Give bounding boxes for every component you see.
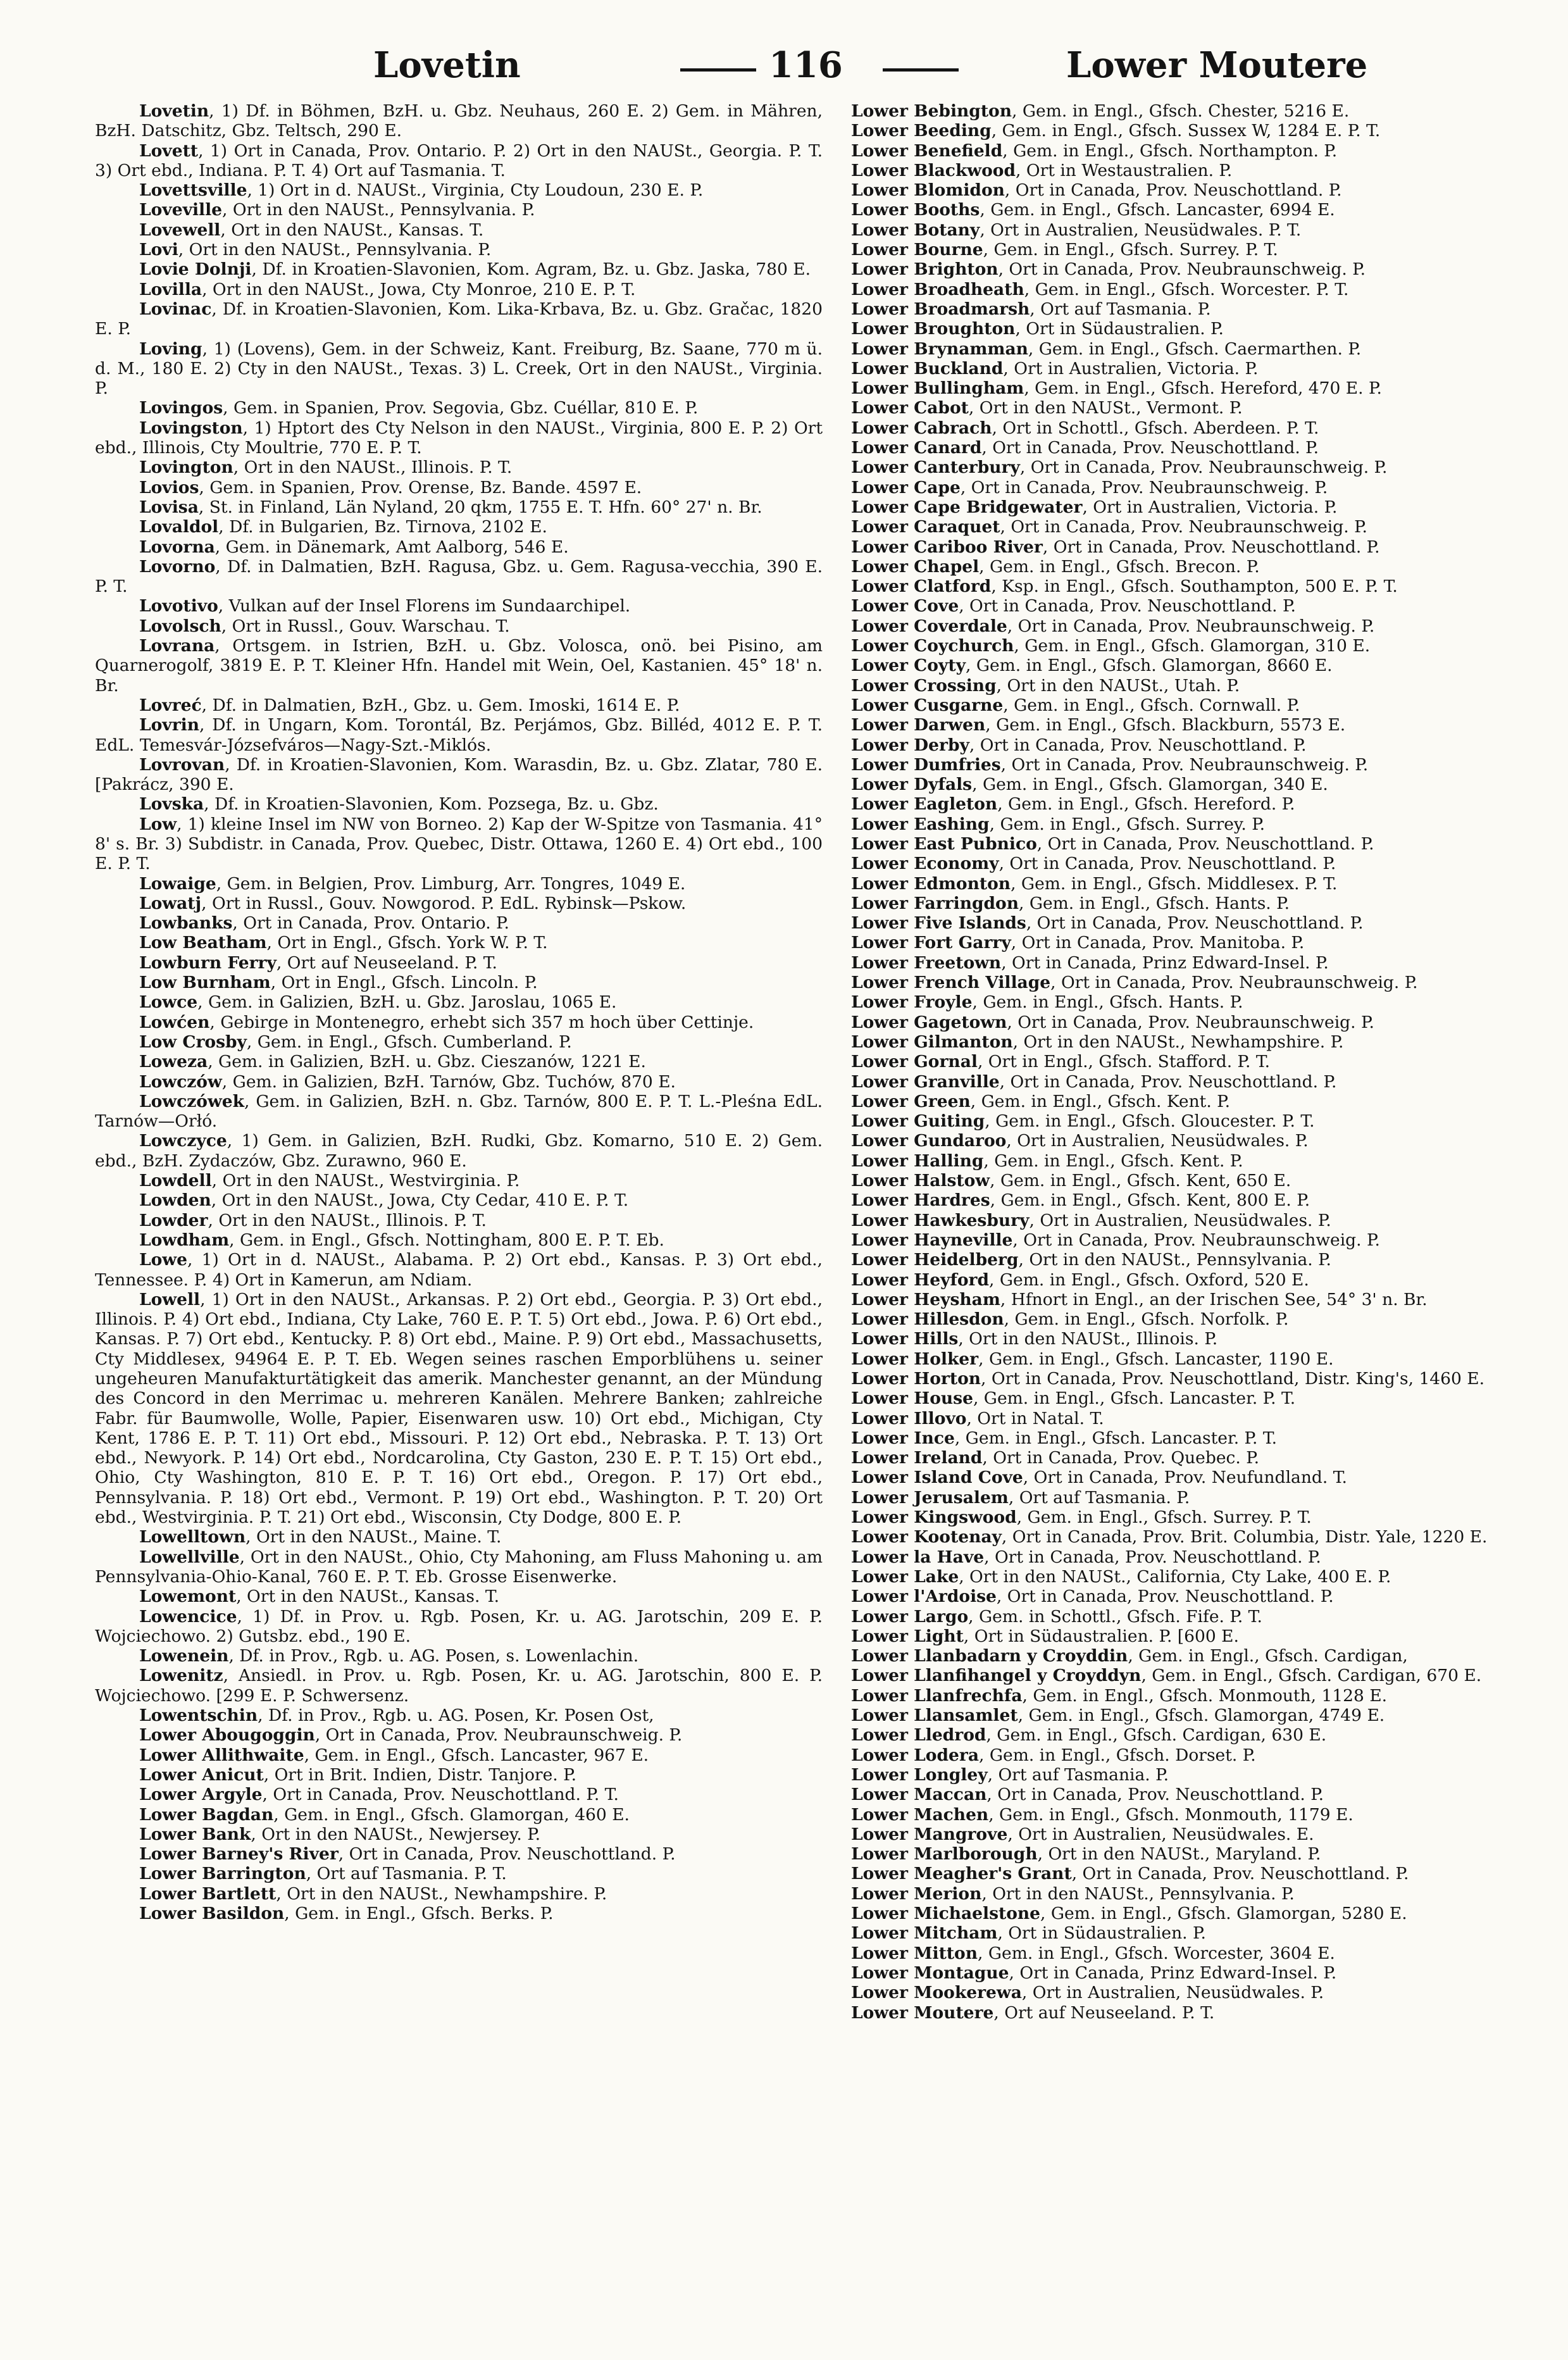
gazetteer-entry: Lower Clatford, Ksp. in Engl., Gfsch. Southampton, 500 E. P. T.: [851, 577, 1398, 597]
gazetteer-entry: Lower Maccan, Ort in Canada, Prov. Neuschottland. P.: [851, 1785, 1324, 1805]
gazetteer-entry: Lower Crossing, Ort in den NAUSt., Utah. P.: [851, 675, 1240, 696]
gazetteer-entry: Lower Hardres, Gem. in Engl., Gfsch. Kent, 800 E. P.: [851, 1190, 1310, 1211]
gazetteer-entry: Lovingston, 1) Hptort des Cty Nelson in den NAUSt., Virginia, 800 E. P. 2) Ort ebd., Illinois, Cty Moultrie, 770 E. P. T.: [95, 418, 823, 458]
gazetteer-entry: Lower Mitcham, Ort in Südaustralien. P.: [851, 1923, 1206, 1944]
gazetteer-entry: Lower Heyford, Gem. in Engl., Gfsch. Oxford, 520 E.: [851, 1270, 1309, 1290]
gazetteer-entry: Lower Kingswood, Gem. in Engl., Gfsch. Surrey. P. T.: [851, 1508, 1312, 1528]
gazetteer-entry: Lovinac, Df. in Kroatien-Slavonien, Kom. Lika-Krbava, Bz. u. Gbz. Gračac, 1820 E. P.: [95, 299, 823, 339]
gazetteer-entry: Lower Allithwaite, Gem. in Engl., Gfsch. Lancaster, 967 E.: [139, 1745, 649, 1765]
gazetteer-entry: Lovilla, Ort in den NAUSt., Jowa, Cty Monroe, 210 E. P. T.: [139, 279, 636, 299]
gazetteer-entry: Lower Illovo, Ort in Natal. T.: [851, 1408, 1104, 1428]
gazetteer-entry: Lowczyce, 1) Gem. in Galizien, BzH. Rudki, Gbz. Komarno, 510 E. 2) Gem. ebd., BzH. Zydaczów, Gbz. Zurawno, 960 E.: [95, 1131, 823, 1171]
gazetteer-entry: Lower Benefield, Gem. in Engl., Gfsch. Northampton. P.: [851, 140, 1338, 161]
gazetteer-entry: Lowencice, 1) Df. in Prov. u. Rgb. Posen, Kr. u. AG. Jarotschin, 209 E. P. Wojciechowo. 2) Gutsbz. ebd., 190 E.: [95, 1606, 823, 1646]
gazetteer-entry: Lower Mitton, Gem. in Engl., Gfsch. Worcester, 3604 E.: [851, 1943, 1335, 1963]
gazetteer-entry: Lowbanks, Ort in Canada, Prov. Ontario. P.: [139, 913, 509, 933]
gazetteer-entry: Lower Fort Garry, Ort in Canada, Prov. Manitoba. P.: [851, 933, 1305, 953]
gazetteer-entry: Lower Botany, Ort in Australien, Neusüdwales. P. T.: [851, 220, 1302, 240]
gazetteer-entry: Lower Bullingham, Gem. in Engl., Gfsch. Hereford, 470 E. P.: [851, 378, 1382, 399]
gazetteer-entry: Lovettsville, 1) Ort in d. NAUSt., Virginia, Cty Loudoun, 230 E. P.: [139, 180, 704, 201]
gazetteer-entry: Lower Gagetown, Ort in Canada, Prov. Neubraunschweig. P.: [851, 1012, 1374, 1032]
gazetteer-entry: Lower Lake, Ort in den NAUSt., California, Cty Lake, 400 E. P.: [851, 1566, 1391, 1587]
gazetteer-entry: Lower Kootenay, Ort in Canada, Prov. Brit. Columbia, Distr. Yale, 1220 E.: [851, 1527, 1488, 1547]
gazetteer-entry: Lower Meagher's Grant, Ort in Canada, Prov. Neuschottland. P.: [851, 1864, 1409, 1884]
gazetteer-entry: Lovska, Df. in Kroatien-Slavonien, Kom. Pozsega, Bz. u. Gbz.: [139, 794, 659, 815]
gazetteer-entry: Lovorna, Gem. in Dänemark, Amt Aalborg, 546 E.: [139, 537, 569, 557]
gazetteer-entry: Loweza, Gem. in Galizien, BzH. u. Gbz. Cieszanów, 1221 E.: [139, 1052, 646, 1072]
gazetteer-entry: Low Beatham, Ort in Engl., Gfsch. York W. P. T.: [139, 933, 548, 953]
gazetteer-entry: Lower Lledrod, Gem. in Engl., Gfsch. Cardigan, 630 E.: [851, 1725, 1327, 1745]
gazetteer-entry: Lower Merion, Ort in den NAUSt., Pennsylvania. P.: [851, 1883, 1295, 1904]
gazetteer-entry: Lower Canterbury, Ort in Canada, Prov. Neubraunschweig. P.: [851, 458, 1388, 478]
gazetteer-entry: Lower Cariboo River, Ort in Canada, Prov. Neuschottland. P.: [851, 537, 1380, 557]
gazetteer-entry: Lowemont, Ort in den NAUSt., Kansas. T.: [139, 1587, 500, 1607]
gazetteer-entry: Lower Marlborough, Ort in den NAUSt., Maryland. P.: [851, 1844, 1321, 1864]
gazetteer-entry: Lower Basildon, Gem. in Engl., Gfsch. Berks. P.: [139, 1904, 554, 1924]
gazetteer-entry: Lowburn Ferry, Ort auf Neuseeland. P. T.: [139, 952, 497, 973]
gazetteer-entry: Lower Gilmanton, Ort in den NAUSt., Newhampshire. P.: [851, 1032, 1344, 1052]
gazetteer-entry: Lower Bagdan, Gem. in Engl., Gfsch. Glamorgan, 460 E.: [139, 1804, 630, 1825]
gazetteer-entry: Lowczów, Gem. in Galizien, BzH. Tarnów, Gbz. Tuchów, 870 E.: [139, 1071, 676, 1092]
gazetteer-entry: Lower Ince, Gem. in Engl., Gfsch. Lancaster. P. T.: [851, 1428, 1278, 1448]
gazetteer-entry: Lower Barrington, Ort auf Tasmania. P. T.: [139, 1864, 507, 1884]
gazetteer-entry: Lowden, Ort in den NAUSt., Jowa, Cty Cedar, 410 E. P. T.: [139, 1190, 629, 1211]
gazetteer-entry: Lower Broadheath, Gem. in Engl., Gfsch. Worcester. P. T.: [851, 279, 1349, 299]
gazetteer-entry: Lower Gundaroo, Ort in Australien, Neusüdwales. P.: [851, 1131, 1309, 1151]
gazetteer-entry: Lovios, Gem. in Spanien, Prov. Orense, Bz. Bande. 4597 E.: [139, 477, 642, 497]
gazetteer-entry: Lower Horton, Ort in Canada, Prov. Neuschottland, Distr. King's, 1460 E.: [851, 1369, 1485, 1389]
gazetteer-entry: Lower Broughton, Ort in Südaustralien. P.: [851, 319, 1224, 339]
gazetteer-entry: Lower Argyle, Ort in Canada, Prov. Neuschottland. P. T.: [139, 1785, 619, 1805]
gazetteer-entry: Lower Longley, Ort auf Tasmania. P.: [851, 1764, 1169, 1785]
gazetteer-entry: Lovrana, Ortsgem. in Istrien, BzH. u. Gbz. Volosca, onö. bei Pisino, am Quarnerogolf, 3819 E. P. T. Kleiner Hfn. Handel mit Wein, Oel, Kastanien. 45° 18' n. Br.: [95, 636, 823, 696]
gazetteer-entry: Lower Brighton, Ort in Canada, Prov. Neubraunschweig. P.: [851, 259, 1366, 280]
gazetteer-entry: Lower Cape, Ort in Canada, Prov. Neubraunschweig. P.: [851, 477, 1328, 497]
gazetteer-entry: Lower Moutere, Ort auf Neuseeland. P. T.: [851, 2002, 1215, 2023]
gazetteer-entry: Lower Island Cove, Ort in Canada, Prov. Neufundland. T.: [851, 1468, 1347, 1488]
gazetteer-entry: Lower Heidelberg, Ort in den NAUSt., Pennsylvania. P.: [851, 1250, 1331, 1270]
gazetteer-entry: Lower Canard, Ort in Canada, Prov. Neuschottland. P.: [851, 438, 1319, 458]
gazetteer-entry: Lower Coverdale, Ort in Canada, Prov. Neubraunschweig. P.: [851, 616, 1375, 636]
gazetteer-entry: Lower Halstow, Gem. in Engl., Gfsch. Kent, 650 E.: [851, 1171, 1291, 1191]
gazetteer-entry: Lowe, 1) Ort in d. NAUSt., Alabama. P. 2) Ort ebd., Kansas. P. 3) Ort ebd., Tennessee. P. 4) Ort in Kamerun, am Ndiam.: [95, 1250, 823, 1290]
page-header: [0, 44, 1568, 101]
gazetteer-entry: Lowatj, Ort in Russl., Gouv. Nowgorod. P. EdL. Rybinsk—Pskow.: [139, 893, 687, 913]
header-dash-right: [883, 68, 959, 72]
gazetteer-entry: Lovreć, Df. in Dalmatien, BzH., Gbz. u. Gem. Imoski, 1614 E. P.: [139, 695, 680, 715]
gazetteer-entry: Lower Edmonton, Gem. in Engl., Gfsch. Middlesex. P. T.: [851, 873, 1338, 894]
gazetteer-entry: Lower Eagleton, Gem. in Engl., Gfsch. Hereford. P.: [851, 794, 1295, 815]
gazetteer-entry: Lower Granville, Ort in Canada, Prov. Neuschottland. P.: [851, 1071, 1337, 1092]
gazetteer-entry: Lower Llanbadarn y Croyddin, Gem. in Engl., Gfsch. Cardigan,: [851, 1646, 1408, 1666]
gazetteer-entry: Lower Booths, Gem. in Engl., Gfsch. Lancaster, 6994 E.: [851, 200, 1335, 220]
gazetteer-entry: Lower Cabot, Ort in den NAUSt., Vermont. P.: [851, 398, 1243, 418]
gazetteer-entry: Lowćen, Gebirge in Montenegro, erhebt sich 357 m hoch über Cettinje.: [139, 1012, 754, 1032]
gazetteer-entry: Lower Jerusalem, Ort auf Tasmania. P.: [851, 1487, 1190, 1508]
gazetteer-entry: Loving, 1) (Lovens), Gem. in der Schweiz, Kant. Freiburg, Bz. Saane, 770 m ü. d. M., 180 E. 2) Cty in den NAUSt., Texas. 3) L. Creek, Ort in den NAUSt., Virginia. P.: [95, 339, 823, 399]
gazetteer-entry: Lower Bartlett, Ort in den NAUSt., Newhampshire. P.: [139, 1883, 607, 1904]
gazetteer-entry: Lowaige, Gem. in Belgien, Prov. Limburg, Arr. Tongres, 1049 E.: [139, 873, 686, 894]
page-number: 116: [769, 44, 843, 86]
gazetteer-entry: Lower Broadmarsh, Ort auf Tasmania. P.: [851, 299, 1211, 319]
gazetteer-entry: Lower Guiting, Gem. in Engl., Gfsch. Gloucester. P. T.: [851, 1111, 1315, 1132]
gazetteer-entry: Lower Machen, Gem. in Engl., Gfsch. Monmouth, 1179 E.: [851, 1804, 1353, 1825]
gazetteer-entry: Lovie Dolnji, Df. in Kroatien-Slavonien, Kom. Agram, Bz. u. Gbz. Jaska, 780 E.: [139, 259, 811, 280]
gazetteer-entry: Lower Heysham, Hfnort in Engl., an der Irischen See, 54° 3' n. Br.: [851, 1289, 1428, 1309]
gazetteer-entry: Lower Chapel, Gem. in Engl., Gfsch. Brecon. P.: [851, 556, 1260, 577]
gazetteer-entry: Lowce, Gem. in Galizien, BzH. u. Gbz. Jaroslau, 1065 E.: [139, 992, 617, 1013]
gazetteer-entry: Lower Coyty, Gem. in Engl., Gfsch. Glamorgan, 8660 E.: [851, 656, 1333, 676]
gazetteer-entry: Low Burnham, Ort in Engl., Gfsch. Lincoln. P.: [139, 973, 538, 993]
gazetteer-entry: Lovewell, Ort in den NAUSt., Kansas. T.: [139, 220, 484, 240]
right-column: [807, 101, 1528, 2023]
gazetteer-entry: Lower Abougoggin, Ort in Canada, Prov. Neubraunschweig. P.: [139, 1725, 683, 1745]
gazetteer-entry: Lower Eashing, Gem. in Engl., Gfsch. Surrey. P.: [851, 814, 1266, 834]
gazetteer-entry: Lower Llansamlet, Gem. in Engl., Gfsch. Glamorgan, 4749 E.: [851, 1706, 1385, 1726]
gazetteer-entry: Lower Cape Bridgewater, Ort in Australien, Victoria. P.: [851, 497, 1338, 517]
gazetteer-entry: Lowdell, Ort in den NAUSt., Westvirginia. P.: [139, 1171, 520, 1191]
gazetteer-entry: Lowell, 1) Ort in den NAUSt., Arkansas. P. 2) Ort ebd., Georgia. P. 3) Ort ebd., Illinois. P. 4) Ort ebd., Indiana, Cty Lake, 760 E. P. T. 5) Ort ebd., Jowa. P. 6) Ort ebd., Kansas. P. 7) Ort ebd., Kentucky. P. 8) Ort ebd., Maine. P. 9) Ort ebd., Massachusetts, Cty Middlesex, 94964 E. P. T. Eb. Wegen seines raschen Emporblühens u. seiner ungeheuren Manufakturtätigkeit das amerik. Manchester genannt, an der Mündung des Concord in den Merrimac u. mehreren Kanälen. Mehrere Banken; zahlreiche Fabr. für Baumwolle, Wolle, Papier, Eisenwaren usw. 10) Ort ebd., Michigan, Cty Kent, 1786 E. P. T. 11) Ort ebd., Missouri. P. 12) Ort ebd., Nebraska. P. T. 13) Ort ebd., Newyork. P. 14) Ort ebd., Nordcarolina, Cty Gaston, 230 E. P. T. 15) Ort ebd., Ohio, Cty Washington, 810 E. P. T. 16) Ort ebd., Oregon. P. 17) Ort ebd., Pennsylvania. P. 18) Ort ebd., Vermont. P. 19) Ort ebd., Washington. P. T. 20) Ort ebd., Westvirginia. P. T. 21) Ort ebd., Wisconsin, Cty Dodge, 800 E. P.: [95, 1289, 823, 1528]
gazetteer-entry: Lower Ireland, Ort in Canada, Prov. Quebec. P.: [851, 1448, 1260, 1468]
gazetteer-entry: Lower Economy, Ort in Canada, Prov. Neuschottland. P.: [851, 854, 1336, 874]
gazetteer-entry: Lower Cusgarne, Gem. in Engl., Gfsch. Cornwall. P.: [851, 695, 1300, 715]
gazetteer-entry: Lower Cove, Ort in Canada, Prov. Neuschottland. P.: [851, 596, 1296, 616]
gazetteer-entry: Lower Dyfals, Gem. in Engl., Gfsch. Glamorgan, 340 E.: [851, 775, 1328, 795]
gazetteer-entry: Lower Derby, Ort in Canada, Prov. Neuschottland. P.: [851, 735, 1307, 755]
gazetteer-entry: Lower Buckland, Ort in Australien, Victoria. P.: [851, 358, 1259, 378]
gazetteer-entry: Lower Brynamman, Gem. in Engl., Gfsch. Caermarthen. P.: [851, 339, 1362, 359]
gazetteer-entry: Lower Cabrach, Ort in Schottl., Gfsch. Aberdeen. P. T.: [851, 418, 1319, 438]
gazetteer-entry: Lower Five Islands, Ort in Canada, Prov. Neuschottland. P.: [851, 913, 1364, 933]
gazetteer-entry: Lower Llanfrechfa, Gem. in Engl., Gfsch. Monmouth, 1128 E.: [851, 1685, 1388, 1706]
gazetteer-entry: Lovrin, Df. in Ungarn, Kom. Torontál, Bz. Perjámos, Gbz. Billéd, 4012 E. P. T. EdL. Temesvár-Józsefváros—Nagy-Szt.-Miklós.: [95, 715, 823, 755]
gazetteer-entry: Lowelltown, Ort in den NAUSt., Maine. T.: [139, 1527, 502, 1547]
gazetteer-entry: Lower Bank, Ort in den NAUSt., Newjersey. P.: [139, 1824, 541, 1844]
gazetteer-entry: Lower Blackwood, Ort in Westaustralien. P.: [851, 160, 1233, 180]
gazetteer-entry: Lower Caraquet, Ort in Canada, Prov. Neubraunschweig. P.: [851, 517, 1367, 537]
gazetteer-entry: Lower Anicut, Ort in Brit. Indien, Distr. Tanjore. P.: [139, 1764, 576, 1785]
gazetteer-entry: Lovi, Ort in den NAUSt., Pennsylvania. P.: [139, 240, 492, 260]
gazetteer-entry: Lower Farringdon, Gem. in Engl., Gfsch. Hants. P.: [851, 893, 1290, 913]
gazetteer-entry: Lowczówek, Gem. in Galizien, BzH. n. Gbz. Tarnów, 800 E. P. T. L.-Pleśna EdL. Tarnów—Orłó.: [95, 1091, 823, 1132]
gazetteer-entry: Lovett, 1) Ort in Canada, Prov. Ontario. P. 2) Ort in den NAUSt., Georgia. P. T. 3) Ort ebd., Indiana. P. T. 4) Ort auf Tasmania. T.: [95, 140, 823, 180]
gazetteer-entry: Lovetin, 1) Df. in Böhmen, BzH. u. Gbz. Neuhaus, 260 E. 2) Gem. in Mähren, BzH. Datschitz, Gbz. Teltsch, 290 E.: [95, 101, 823, 141]
gazetteer-entry: Lower la Have, Ort in Canada, Prov. Neuschottland. P.: [851, 1547, 1321, 1567]
gazetteer-entry: Lovington, Ort in den NAUSt., Illinois. P. T.: [139, 458, 513, 478]
gazetteer-entry: Lower Light, Ort in Südaustralien. P. [600 E.: [851, 1626, 1239, 1646]
gazetteer-entry: Lowenitz, Ansiedl. in Prov. u. Rgb. Posen, Kr. u. AG. Jarotschin, 800 E. P. Wojciechowo. [299 E. P. Schwersenz.: [95, 1666, 823, 1706]
gazetteer-entry: Lower Darwen, Gem. in Engl., Gfsch. Blackburn, 5573 E.: [851, 715, 1346, 735]
gazetteer-entry: Lovorno, Df. in Dalmatien, BzH. Ragusa, Gbz. u. Gem. Ragusa-vecchia, 390 E. P. T.: [95, 556, 823, 597]
gazetteer-entry: Lower Mangrove, Ort in Australien, Neusüdwales. E.: [851, 1824, 1314, 1844]
gazetteer-entry: Lower Mookerewa, Ort in Australien, Neusüdwales. P.: [851, 1983, 1324, 2003]
gazetteer-entry: Lower Michaelstone, Gem. in Engl., Gfsch. Glamorgan, 5280 E.: [851, 1904, 1407, 1924]
header-right-keyword: Lower Moutere: [1066, 44, 1368, 86]
gazetteer-entry: Lower Freetown, Ort in Canada, Prinz Edward-Insel. P.: [851, 952, 1329, 973]
gazetteer-entry: Lower Green, Gem. in Engl., Gfsch. Kent. P.: [851, 1091, 1231, 1111]
gazetteer-entry: Lovolsch, Ort in Russl., Gouv. Warschau. T.: [139, 616, 510, 636]
gazetteer-entry: Low, 1) kleine Insel im NW von Borneo. 2) Kap der W-Spitze von Tasmania. 41° 8' s. Br. 3) Subdistr. in Canada, Prov. Quebec, Distr. Ottawa, 1260 E. 4) Ort ebd., 100 E. P. T.: [95, 814, 823, 874]
header-dash-left: [680, 68, 756, 72]
gazetteer-entry: Lower Barney's River, Ort in Canada, Prov. Neuschottland. P.: [139, 1844, 676, 1864]
gazetteer-entry: Lower Hawkesbury, Ort in Australien, Neusüdwales. P.: [851, 1210, 1331, 1230]
gazetteer-entry: Lovingos, Gem. in Spanien, Prov. Segovia, Gbz. Cuéllar, 810 E. P.: [139, 398, 699, 418]
gazetteer-entry: Lower Beeding, Gem. in Engl., Gfsch. Sussex W, 1284 E. P. T.: [851, 121, 1381, 141]
gazetteer-entry: Loveville, Ort in den NAUSt., Pennsylvania. P.: [139, 200, 535, 220]
gazetteer-entry: Lower East Pubnico, Ort in Canada, Prov. Neuschottland. P.: [851, 833, 1374, 854]
gazetteer-entry: Lower Bourne, Gem. in Engl., Gfsch. Surrey. P. T.: [851, 240, 1278, 260]
gazetteer-entry: Lower Dumfries, Ort in Canada, Prov. Neubraunschweig. P.: [851, 754, 1369, 775]
gazetteer-entry: Lower Bebington, Gem. in Engl., Gfsch. Chester, 5216 E.: [851, 101, 1350, 121]
gazetteer-entry: Lower l'Ardoise, Ort in Canada, Prov. Neuschottland. P.: [851, 1587, 1334, 1607]
gazetteer-entry: Lower Gornal, Ort in Engl., Gfsch. Stafford. P. T.: [851, 1052, 1271, 1072]
gazetteer-entry: Lowentschin, Df. in Prov., Rgb. u. AG. Posen, Kr. Posen Ost,: [139, 1706, 654, 1726]
left-column: [95, 101, 823, 1923]
gazetteer-entry: Lower Froyle, Gem. in Engl., Gfsch. Hants. P.: [851, 992, 1243, 1013]
gazetteer-entry: Lower Blomidon, Ort in Canada, Prov. Neuschottland. P.: [851, 180, 1342, 201]
gazetteer-entry: Lowder, Ort in den NAUSt., Illinois. P. T.: [139, 1210, 487, 1230]
gazetteer-entry: Lower House, Gem. in Engl., Gfsch. Lancaster. P. T.: [851, 1389, 1296, 1409]
gazetteer-entry: Low Crosby, Gem. in Engl., Gfsch. Cumberland. P.: [139, 1032, 572, 1052]
gazetteer-entry: Lower Halling, Gem. in Engl., Gfsch. Kent. P.: [851, 1151, 1243, 1171]
gazetteer-entry: Lower Holker, Gem. in Engl., Gfsch. Lancaster, 1190 E.: [851, 1349, 1334, 1369]
gazetteer-entry: Lovaldol, Df. in Bulgarien, Bz. Tirnova, 2102 E.: [139, 517, 547, 537]
gazetteer-entry: Lower Hayneville, Ort in Canada, Prov. Neubraunschweig. P.: [851, 1230, 1380, 1250]
gazetteer-entry: Lower French Village, Ort in Canada, Prov. Neubraunschweig. P.: [851, 973, 1418, 993]
gazetteer-entry: Lower Hillesdon, Gem. in Engl., Gfsch. Norfolk. P.: [851, 1309, 1289, 1330]
gazetteer-entry: Lovisa, St. in Finland, Län Nyland, 20 qkm, 1755 E. T. Hfn. 60° 27' n. Br.: [139, 497, 762, 517]
gazetteer-entry: Lower Montague, Ort in Canada, Prinz Edward-Insel. P.: [851, 1963, 1337, 1983]
gazetteer-entry: Lowdham, Gem. in Engl., Gfsch. Nottingham, 800 E. P. T. Eb.: [139, 1230, 664, 1250]
gazetteer-entry: Lovotivo, Vulkan auf der Insel Florens im Sundaarchipel.: [139, 596, 631, 616]
gazetteer-entry: Lowenein, Df. in Prov., Rgb. u. AG. Posen, s. Lowenlachin.: [139, 1646, 639, 1666]
gazetteer-entry: Lower Lodera, Gem. in Engl., Gfsch. Dorset. P.: [851, 1745, 1256, 1765]
gazetteer-entry: Lower Llanfihangel y Croyddyn, Gem. in Engl., Gfsch. Cardigan, 670 E.: [851, 1666, 1482, 1686]
header-left-keyword: Lovetin: [373, 44, 521, 86]
gazetteer-entry: Lower Coychurch, Gem. in Engl., Gfsch. Glamorgan, 310 E.: [851, 636, 1371, 656]
gazetteer-entry: Lower Largo, Gem. in Schottl., Gfsch. Fife. P. T.: [851, 1606, 1262, 1626]
gazetteer-entry: Lowellville, Ort in den NAUSt., Ohio, Cty Mahoning, am Fluss Mahoning u. am Pennsylvania-Ohio-Kanal, 760 E. P. T. Eb. Grosse Eisenwerke.: [95, 1547, 823, 1587]
gazetteer-entry: Lovrovan, Df. in Kroatien-Slavonien, Kom. Warasdin, Bz. u. Gbz. Zlatar, 780 E. [Pakrácz, 390 E.: [95, 754, 823, 795]
gazetteer-entry: Lower Hills, Ort in den NAUSt., Illinois. P.: [851, 1329, 1218, 1349]
